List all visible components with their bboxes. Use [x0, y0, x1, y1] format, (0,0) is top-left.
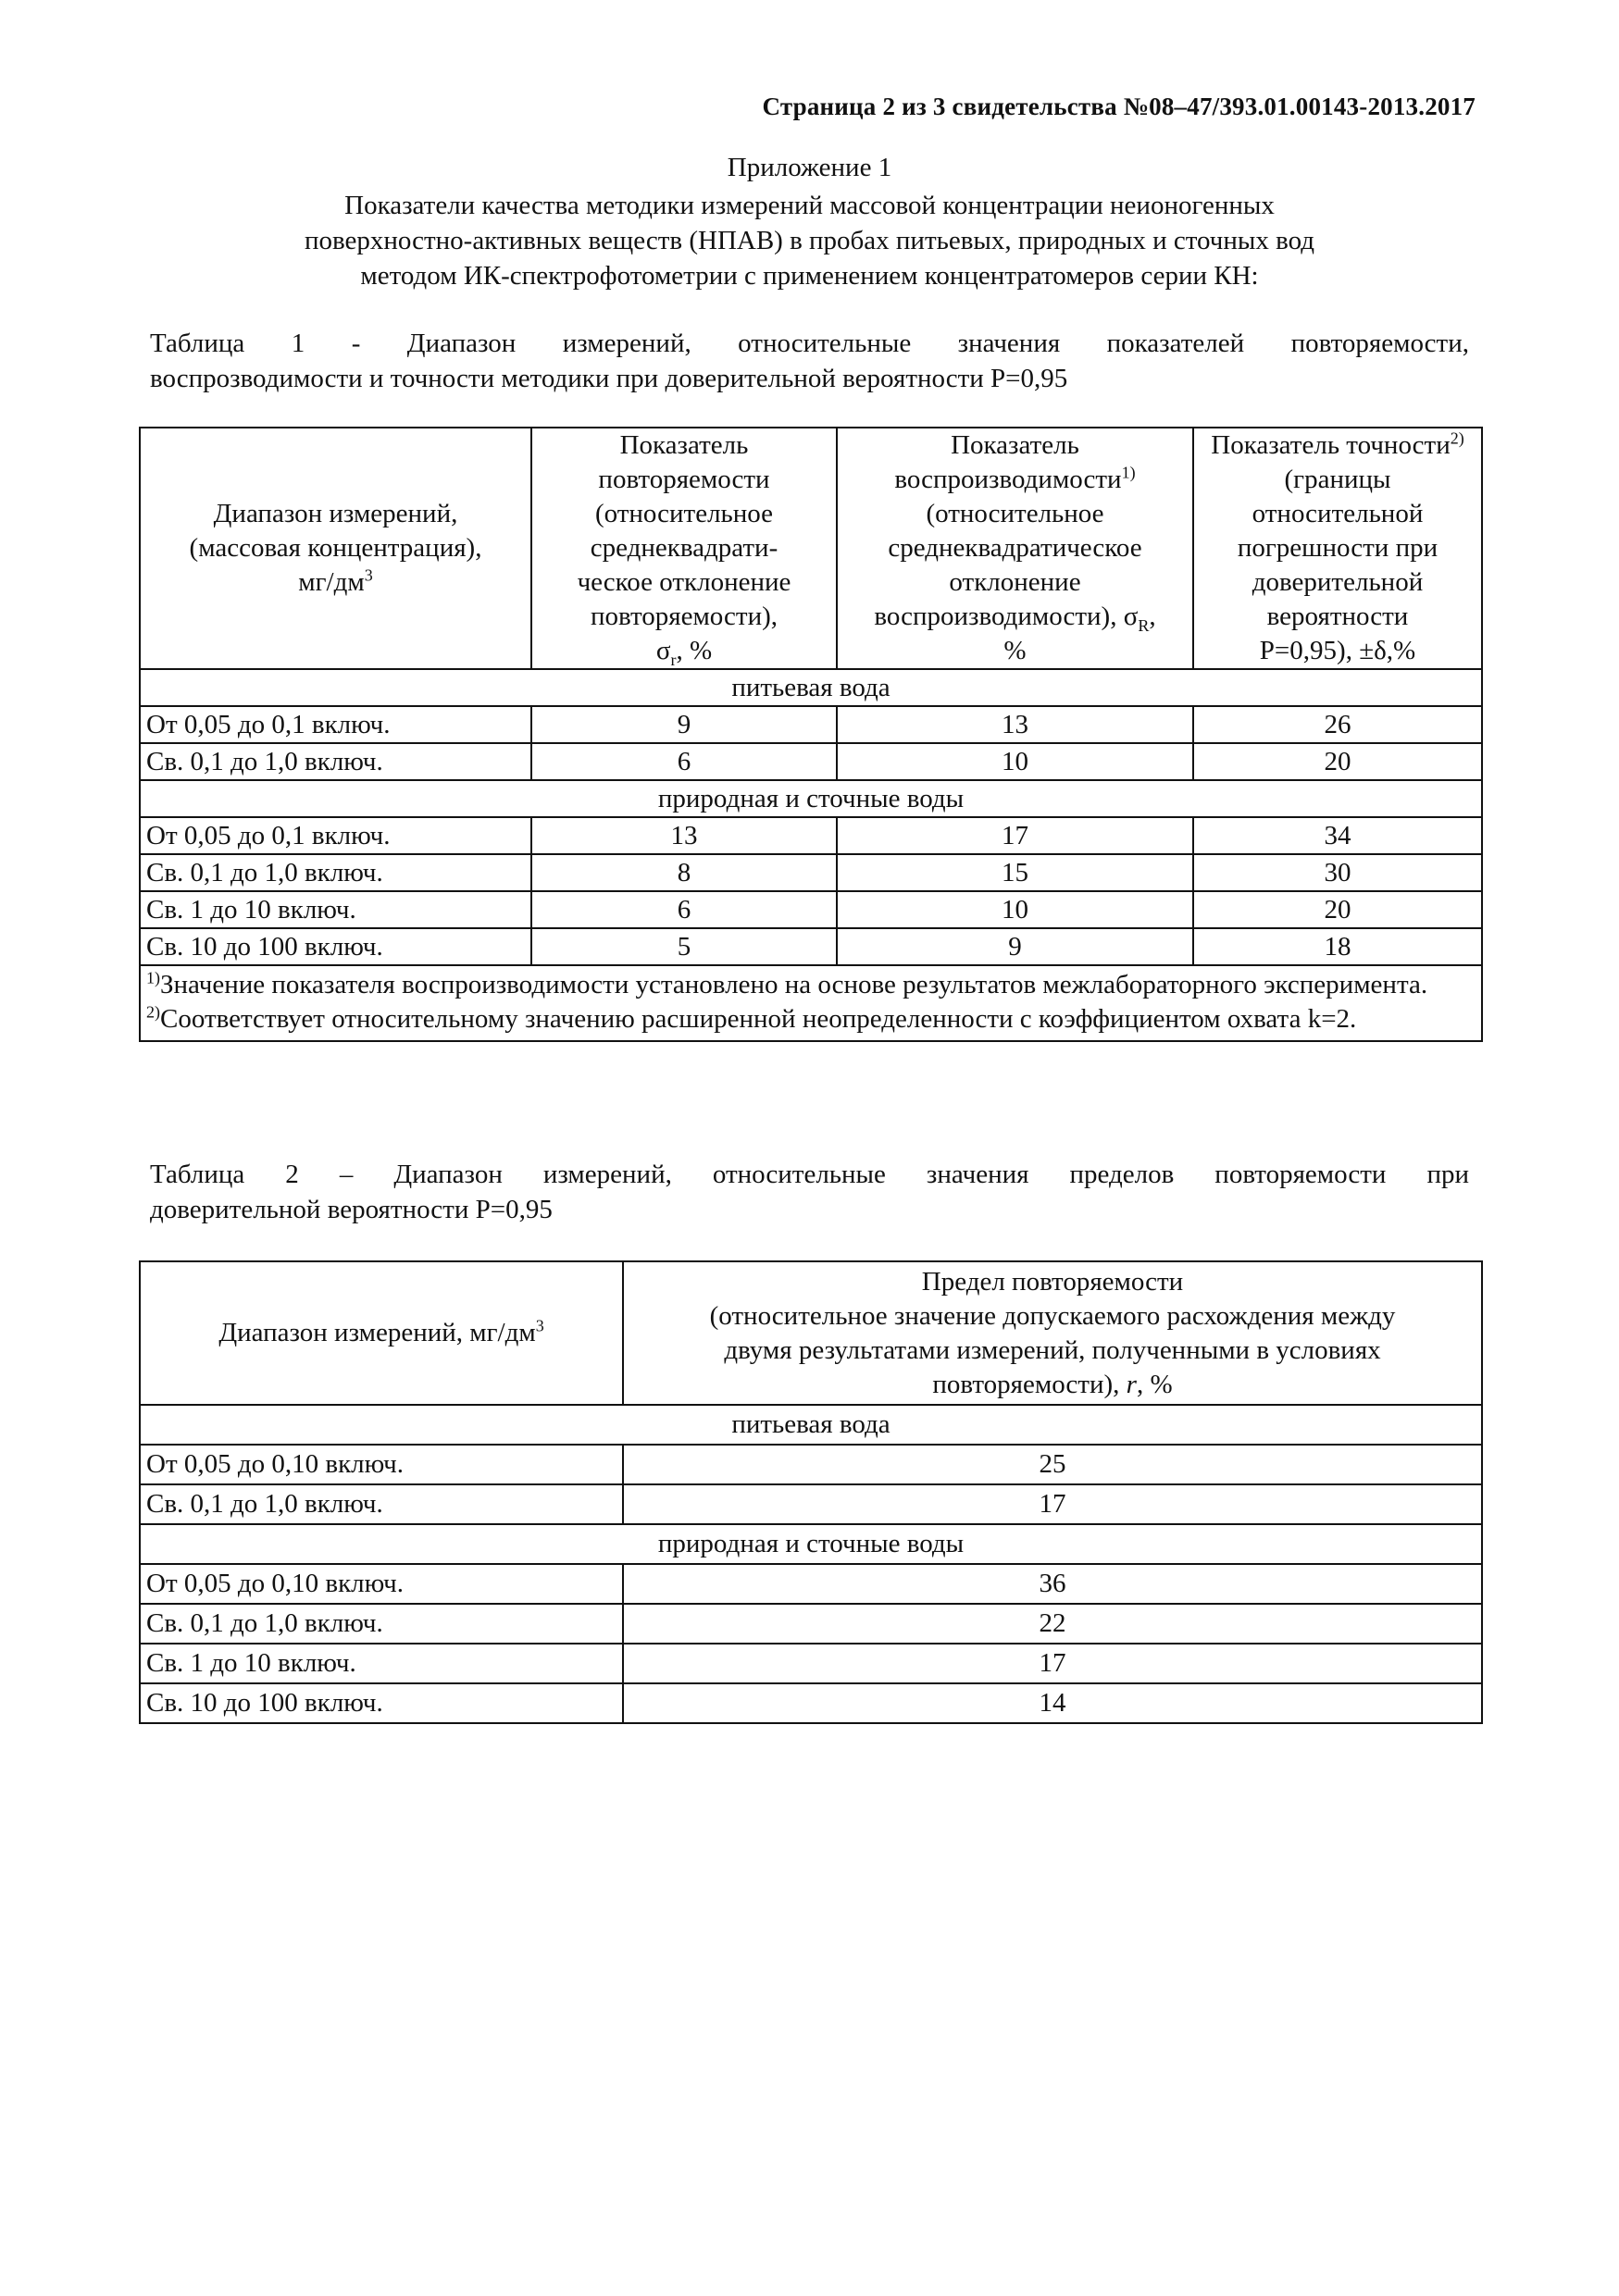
- table-row: Св. 0,1 до 1,0 включ. 17: [140, 1484, 1482, 1524]
- page-reference: Страница 2 из 3 свидетельства №08–47/393.01.00143-2013.2017: [762, 93, 1476, 120]
- table-header-row: [140, 1261, 1482, 1405]
- intro-line: Показатели качества методики измерений массовой концентрации неионогенных: [344, 191, 1275, 220]
- table-1-caption: [150, 326, 1469, 396]
- appendix-title: Приложение 1: [727, 153, 892, 182]
- caption-line: Таблица 2 – Диапазон измерений, относительные значения пределов повторяемости при: [150, 1160, 1469, 1189]
- header-repeatability-limit: Предел повторяемости (относительное значение допускаемого расхождения между двумя результатами измерений, полученными в условиях повторяемости), r, %: [623, 1261, 1482, 1405]
- caption-line: доверительной вероятности Р=0,95: [150, 1195, 553, 1224]
- table-row: От 0,05 до 0,1 включ. 9 13 26: [140, 706, 1482, 743]
- header-range: Диапазон измерений, $мг/дм^3$: [140, 1261, 623, 1405]
- group-header: природная и сточные воды: [140, 1524, 1482, 1564]
- table-1: [139, 427, 1483, 1042]
- table-row: От 0,05 до 0,10 включ. 25: [140, 1445, 1482, 1484]
- footnote-1: $^{1)}$Значение показателя воспроизводимости установлено на основе результатов межлабораторного эксперимента.: [146, 968, 1428, 999]
- group-header: питьевая вода: [140, 1405, 1482, 1445]
- table-row: Св. 1 до 10 включ. 17: [140, 1644, 1482, 1683]
- caption-line: воспрозводимости и точности методики при доверительной вероятности Р=0,95: [150, 364, 1068, 393]
- group-header: питьевая вода: [140, 669, 1482, 706]
- table-row: Св. 0,1 до 1,0 включ. 8 15 30: [140, 854, 1482, 891]
- table-notes: [140, 965, 1482, 1041]
- table-row: От 0,05 до 0,10 включ. 36: [140, 1564, 1482, 1604]
- table-header-row: [140, 428, 1482, 669]
- header-accuracy: Показатель точности$^{2)}$ (границы относительной погрешности при доверительной вероятности Р=0,95), ±δ,%: [1193, 428, 1482, 669]
- table-row: Св. 0,1 до 1,0 включ. 22: [140, 1604, 1482, 1644]
- group-header: природная и сточные воды: [140, 780, 1482, 817]
- table-2-caption: [150, 1157, 1469, 1227]
- intro-text: [0, 188, 1619, 293]
- table-row: Св. 10 до 100 включ. 14: [140, 1683, 1482, 1723]
- table-2: [139, 1260, 1483, 1724]
- table-row: От 0,05 до 0,1 включ. 13 17 34: [140, 817, 1482, 854]
- intro-line: методом ИК-спектрофотометрии с применением концентратомеров серии КН:: [360, 261, 1259, 291]
- caption-line: Таблица 1 - Диапазон измерений, относительные значения показателей повторяемости,: [150, 329, 1469, 358]
- header-repeatability: Показатель повторяемости (относительное среднеквадрати- ческое отклонение повторяемости), $\sigma_r$, %: [531, 428, 837, 669]
- table-row: Св. 10 до 100 включ. 5 9 18: [140, 928, 1482, 965]
- table-row: Св. 0,1 до 1,0 включ. 6 10 20: [140, 743, 1482, 780]
- intro-line: поверхностно-активных веществ (НПАВ) в пробах питьевых, природных и сточных вод: [304, 226, 1315, 255]
- footnote-2: $^{2)}$Соответствует относительному значению расширенной неопределенности с коэффициентом охвата k=2.: [146, 1002, 1357, 1034]
- table-row: Св. 1 до 10 включ. 6 10 20: [140, 891, 1482, 928]
- header-range: Диапазон измерений, (массовая концентрация), $мг/дм^3$: [140, 428, 531, 669]
- header-reproducibility: Показатель воспроизводимости$^{1)}$ (относительное среднеквадратическое отклонение воспроизводимости), $\sigma_R$, %: [837, 428, 1193, 669]
